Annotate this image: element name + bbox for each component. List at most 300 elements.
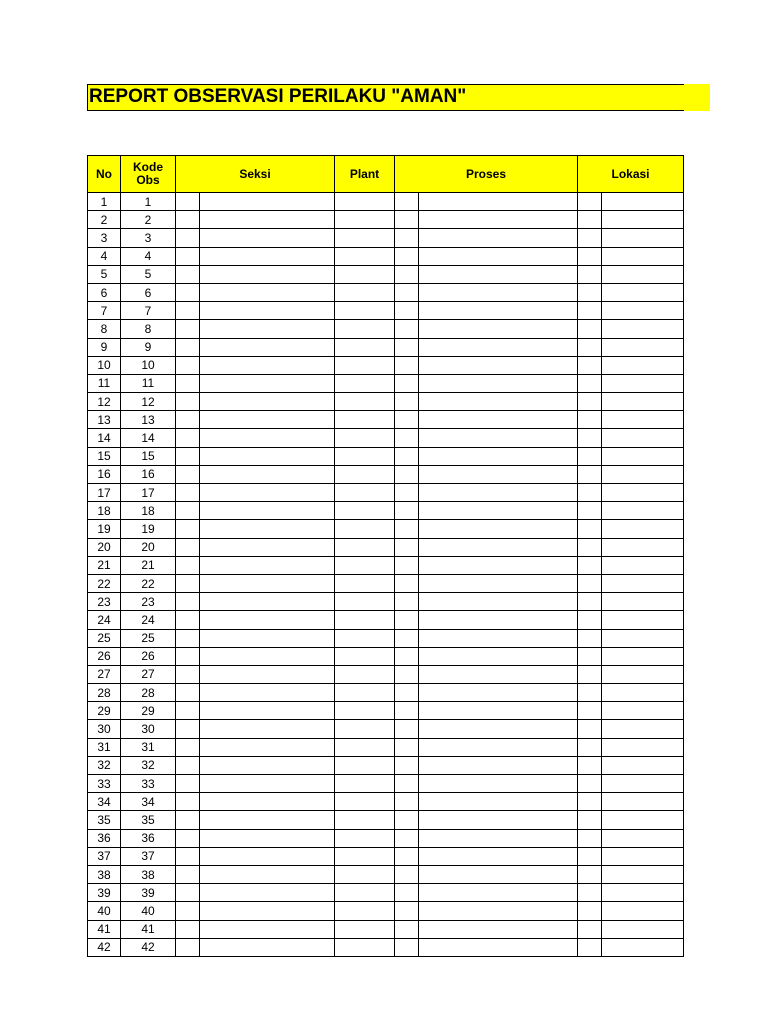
- cell-lokasi-b[interactable]: [602, 429, 684, 447]
- cell-seksi-b[interactable]: [200, 684, 335, 702]
- cell-lokasi-a[interactable]: [578, 193, 602, 211]
- cell-plant[interactable]: [335, 374, 395, 392]
- cell-proses-b[interactable]: [419, 447, 578, 465]
- cell-lokasi-a[interactable]: [578, 756, 602, 774]
- cell-proses-a[interactable]: [395, 193, 419, 211]
- cell-proses-a[interactable]: [395, 756, 419, 774]
- cell-seksi-a[interactable]: [176, 283, 200, 301]
- cell-seksi-a[interactable]: [176, 629, 200, 647]
- cell-lokasi-a[interactable]: [578, 411, 602, 429]
- cell-seksi-b[interactable]: [200, 211, 335, 229]
- cell-proses-b[interactable]: [419, 393, 578, 411]
- cell-lokasi-b[interactable]: [602, 411, 684, 429]
- cell-plant[interactable]: [335, 884, 395, 902]
- cell-seksi-a[interactable]: [176, 720, 200, 738]
- cell-plant[interactable]: [335, 611, 395, 629]
- cell-plant[interactable]: [335, 247, 395, 265]
- cell-seksi-b[interactable]: [200, 556, 335, 574]
- cell-lokasi-b[interactable]: [602, 338, 684, 356]
- cell-plant[interactable]: [335, 665, 395, 683]
- cell-seksi-b[interactable]: [200, 720, 335, 738]
- cell-lokasi-a[interactable]: [578, 720, 602, 738]
- cell-lokasi-b[interactable]: [602, 738, 684, 756]
- cell-proses-a[interactable]: [395, 702, 419, 720]
- cell-proses-b[interactable]: [419, 920, 578, 938]
- cell-lokasi-a[interactable]: [578, 793, 602, 811]
- cell-lokasi-b[interactable]: [602, 920, 684, 938]
- cell-plant[interactable]: [335, 847, 395, 865]
- cell-proses-a[interactable]: [395, 556, 419, 574]
- cell-proses-a[interactable]: [395, 411, 419, 429]
- cell-seksi-a[interactable]: [176, 756, 200, 774]
- cell-seksi-b[interactable]: [200, 884, 335, 902]
- cell-plant[interactable]: [335, 211, 395, 229]
- cell-proses-b[interactable]: [419, 811, 578, 829]
- cell-seksi-a[interactable]: [176, 538, 200, 556]
- cell-lokasi-b[interactable]: [602, 538, 684, 556]
- cell-proses-a[interactable]: [395, 574, 419, 592]
- cell-proses-b[interactable]: [419, 320, 578, 338]
- cell-proses-b[interactable]: [419, 720, 578, 738]
- cell-proses-a[interactable]: [395, 429, 419, 447]
- cell-seksi-a[interactable]: [176, 775, 200, 793]
- cell-lokasi-b[interactable]: [602, 465, 684, 483]
- cell-proses-b[interactable]: [419, 265, 578, 283]
- cell-proses-b[interactable]: [419, 484, 578, 502]
- cell-seksi-b[interactable]: [200, 338, 335, 356]
- cell-plant[interactable]: [335, 302, 395, 320]
- cell-lokasi-b[interactable]: [602, 302, 684, 320]
- cell-plant[interactable]: [335, 647, 395, 665]
- cell-lokasi-b[interactable]: [602, 884, 684, 902]
- cell-lokasi-b[interactable]: [602, 320, 684, 338]
- cell-seksi-b[interactable]: [200, 265, 335, 283]
- cell-proses-a[interactable]: [395, 447, 419, 465]
- cell-seksi-a[interactable]: [176, 411, 200, 429]
- cell-lokasi-b[interactable]: [602, 829, 684, 847]
- cell-proses-b[interactable]: [419, 847, 578, 865]
- cell-proses-b[interactable]: [419, 865, 578, 883]
- cell-plant[interactable]: [335, 702, 395, 720]
- cell-kode-obs: 37: [121, 847, 176, 865]
- cell-lokasi-a[interactable]: [578, 865, 602, 883]
- cell-seksi-a[interactable]: [176, 502, 200, 520]
- cell-seksi-b[interactable]: [200, 465, 335, 483]
- cell-lokasi-a[interactable]: [578, 429, 602, 447]
- cell-proses-a[interactable]: [395, 283, 419, 301]
- cell-lokasi-b[interactable]: [602, 229, 684, 247]
- cell-seksi-a[interactable]: [176, 265, 200, 283]
- cell-proses-b[interactable]: [419, 193, 578, 211]
- cell-seksi-a[interactable]: [176, 593, 200, 611]
- cell-seksi-a[interactable]: [176, 393, 200, 411]
- cell-plant[interactable]: [335, 556, 395, 574]
- cell-proses-b[interactable]: [419, 629, 578, 647]
- cell-plant[interactable]: [335, 738, 395, 756]
- cell-plant[interactable]: [335, 502, 395, 520]
- cell-seksi-a[interactable]: [176, 356, 200, 374]
- cell-proses-b[interactable]: [419, 593, 578, 611]
- cell-seksi-b[interactable]: [200, 574, 335, 592]
- cell-seksi-b[interactable]: [200, 393, 335, 411]
- cell-proses-b[interactable]: [419, 574, 578, 592]
- cell-proses-b[interactable]: [419, 247, 578, 265]
- cell-lokasi-b[interactable]: [602, 484, 684, 502]
- cell-proses-b[interactable]: [419, 793, 578, 811]
- cell-lokasi-b[interactable]: [602, 247, 684, 265]
- cell-lokasi-a[interactable]: [578, 829, 602, 847]
- cell-lokasi-b[interactable]: [602, 702, 684, 720]
- cell-seksi-b[interactable]: [200, 775, 335, 793]
- cell-plant[interactable]: [335, 629, 395, 647]
- table-row: [88, 702, 684, 720]
- cell-lokasi-a[interactable]: [578, 738, 602, 756]
- cell-lokasi-b[interactable]: [602, 574, 684, 592]
- cell-lokasi-a[interactable]: [578, 775, 602, 793]
- cell-lokasi-a[interactable]: [578, 902, 602, 920]
- cell-proses-a[interactable]: [395, 502, 419, 520]
- cell-proses-a[interactable]: [395, 538, 419, 556]
- cell-seksi-a[interactable]: [176, 193, 200, 211]
- cell-plant[interactable]: [335, 411, 395, 429]
- cell-lokasi-a[interactable]: [578, 847, 602, 865]
- cell-lokasi-a[interactable]: [578, 211, 602, 229]
- cell-plant[interactable]: [335, 538, 395, 556]
- cell-lokasi-b[interactable]: [602, 374, 684, 392]
- cell-proses-a[interactable]: [395, 229, 419, 247]
- cell-seksi-a[interactable]: [176, 338, 200, 356]
- cell-lokasi-a[interactable]: [578, 611, 602, 629]
- cell-seksi-b[interactable]: [200, 938, 335, 956]
- cell-plant[interactable]: [335, 320, 395, 338]
- cell-seksi-a[interactable]: [176, 447, 200, 465]
- cell-proses-a[interactable]: [395, 738, 419, 756]
- cell-plant[interactable]: [335, 756, 395, 774]
- cell-lokasi-b[interactable]: [602, 811, 684, 829]
- cell-lokasi-b[interactable]: [602, 593, 684, 611]
- cell-seksi-b[interactable]: [200, 829, 335, 847]
- cell-proses-b[interactable]: [419, 429, 578, 447]
- cell-proses-a[interactable]: [395, 902, 419, 920]
- cell-proses-a[interactable]: [395, 684, 419, 702]
- cell-proses-a[interactable]: [395, 374, 419, 392]
- cell-seksi-a[interactable]: [176, 302, 200, 320]
- cell-lokasi-a[interactable]: [578, 393, 602, 411]
- cell-proses-b[interactable]: [419, 611, 578, 629]
- cell-proses-b[interactable]: [419, 884, 578, 902]
- cell-seksi-b[interactable]: [200, 356, 335, 374]
- cell-seksi-a[interactable]: [176, 684, 200, 702]
- cell-proses-b[interactable]: [419, 502, 578, 520]
- cell-seksi-a[interactable]: [176, 429, 200, 447]
- cell-proses-a[interactable]: [395, 720, 419, 738]
- cell-proses-a[interactable]: [395, 884, 419, 902]
- cell-proses-b[interactable]: [419, 374, 578, 392]
- cell-seksi-a[interactable]: [176, 702, 200, 720]
- cell-plant[interactable]: [335, 574, 395, 592]
- cell-seksi-b[interactable]: [200, 665, 335, 683]
- cell-seksi-b[interactable]: [200, 502, 335, 520]
- cell-plant[interactable]: [335, 447, 395, 465]
- cell-seksi-b[interactable]: [200, 647, 335, 665]
- cell-plant[interactable]: [335, 793, 395, 811]
- cell-proses-a[interactable]: [395, 611, 419, 629]
- cell-plant[interactable]: [335, 720, 395, 738]
- cell-lokasi-b[interactable]: [602, 629, 684, 647]
- cell-seksi-b[interactable]: [200, 811, 335, 829]
- cell-proses-b[interactable]: [419, 938, 578, 956]
- cell-lokasi-b[interactable]: [602, 775, 684, 793]
- cell-seksi-a[interactable]: [176, 320, 200, 338]
- cell-seksi-a[interactable]: [176, 465, 200, 483]
- cell-plant[interactable]: [335, 265, 395, 283]
- cell-seksi-b[interactable]: [200, 193, 335, 211]
- cell-lokasi-a[interactable]: [578, 356, 602, 374]
- cell-proses-a[interactable]: [395, 775, 419, 793]
- cell-seksi-a[interactable]: [176, 811, 200, 829]
- cell-proses-b[interactable]: [419, 756, 578, 774]
- cell-lokasi-a[interactable]: [578, 229, 602, 247]
- cell-seksi-b[interactable]: [200, 283, 335, 301]
- cell-lokasi-a[interactable]: [578, 938, 602, 956]
- cell-seksi-b[interactable]: [200, 411, 335, 429]
- cell-lokasi-a[interactable]: [578, 556, 602, 574]
- cell-seksi-a[interactable]: [176, 520, 200, 538]
- cell-lokasi-b[interactable]: [602, 611, 684, 629]
- cell-seksi-b[interactable]: [200, 520, 335, 538]
- cell-proses-a[interactable]: [395, 247, 419, 265]
- cell-seksi-a[interactable]: [176, 920, 200, 938]
- cell-lokasi-b[interactable]: [602, 520, 684, 538]
- cell-proses-b[interactable]: [419, 647, 578, 665]
- cell-seksi-a[interactable]: [176, 847, 200, 865]
- cell-proses-a[interactable]: [395, 920, 419, 938]
- cell-plant[interactable]: [335, 775, 395, 793]
- cell-lokasi-a[interactable]: [578, 884, 602, 902]
- cell-proses-a[interactable]: [395, 811, 419, 829]
- cell-seksi-a[interactable]: [176, 374, 200, 392]
- cell-seksi-b[interactable]: [200, 538, 335, 556]
- cell-proses-b[interactable]: [419, 556, 578, 574]
- cell-seksi-a[interactable]: [176, 865, 200, 883]
- cell-lokasi-b[interactable]: [602, 447, 684, 465]
- cell-lokasi-b[interactable]: [602, 793, 684, 811]
- cell-plant[interactable]: [335, 393, 395, 411]
- cell-seksi-b[interactable]: [200, 229, 335, 247]
- cell-seksi-a[interactable]: [176, 829, 200, 847]
- cell-lokasi-b[interactable]: [602, 356, 684, 374]
- cell-proses-b[interactable]: [419, 211, 578, 229]
- table-row: [88, 865, 684, 883]
- cell-proses-b[interactable]: [419, 738, 578, 756]
- cell-plant[interactable]: [335, 283, 395, 301]
- cell-lokasi-a[interactable]: [578, 484, 602, 502]
- cell-proses-a[interactable]: [395, 829, 419, 847]
- cell-lokasi-b[interactable]: [602, 665, 684, 683]
- cell-seksi-b[interactable]: [200, 320, 335, 338]
- cell-seksi-a[interactable]: [176, 556, 200, 574]
- cell-seksi-a[interactable]: [176, 665, 200, 683]
- cell-proses-a[interactable]: [395, 265, 419, 283]
- cell-lokasi-a[interactable]: [578, 520, 602, 538]
- cell-lokasi-b[interactable]: [602, 847, 684, 865]
- cell-lokasi-b[interactable]: [602, 865, 684, 883]
- cell-seksi-a[interactable]: [176, 211, 200, 229]
- cell-plant[interactable]: [335, 465, 395, 483]
- cell-proses-a[interactable]: [395, 593, 419, 611]
- cell-lokasi-a[interactable]: [578, 283, 602, 301]
- cell-proses-a[interactable]: [395, 629, 419, 647]
- cell-seksi-b[interactable]: [200, 611, 335, 629]
- cell-lokasi-a[interactable]: [578, 684, 602, 702]
- cell-proses-a[interactable]: [395, 647, 419, 665]
- cell-plant[interactable]: [335, 229, 395, 247]
- cell-lokasi-a[interactable]: [578, 374, 602, 392]
- cell-lokasi-b[interactable]: [602, 938, 684, 956]
- cell-seksi-b[interactable]: [200, 247, 335, 265]
- cell-proses-a[interactable]: [395, 320, 419, 338]
- cell-proses-a[interactable]: [395, 847, 419, 865]
- cell-seksi-b[interactable]: [200, 756, 335, 774]
- table-row: [88, 574, 684, 592]
- cell-proses-b[interactable]: [419, 684, 578, 702]
- cell-plant[interactable]: [335, 920, 395, 938]
- cell-lokasi-a[interactable]: [578, 247, 602, 265]
- cell-lokasi-b[interactable]: [602, 684, 684, 702]
- cell-seksi-a[interactable]: [176, 247, 200, 265]
- cell-seksi-b[interactable]: [200, 793, 335, 811]
- cell-lokasi-a[interactable]: [578, 447, 602, 465]
- cell-seksi-a[interactable]: [176, 938, 200, 956]
- cell-lokasi-a[interactable]: [578, 338, 602, 356]
- cell-proses-b[interactable]: [419, 229, 578, 247]
- cell-proses-a[interactable]: [395, 665, 419, 683]
- cell-proses-b[interactable]: [419, 829, 578, 847]
- cell-plant[interactable]: [335, 484, 395, 502]
- cell-plant[interactable]: [335, 684, 395, 702]
- cell-plant[interactable]: [335, 520, 395, 538]
- cell-proses-b[interactable]: [419, 775, 578, 793]
- cell-lokasi-a[interactable]: [578, 538, 602, 556]
- cell-seksi-b[interactable]: [200, 920, 335, 938]
- cell-lokasi-b[interactable]: [602, 393, 684, 411]
- cell-seksi-a[interactable]: [176, 484, 200, 502]
- cell-lokasi-a[interactable]: [578, 629, 602, 647]
- cell-lokasi-b[interactable]: [602, 647, 684, 665]
- cell-lokasi-b[interactable]: [602, 211, 684, 229]
- cell-proses-b[interactable]: [419, 338, 578, 356]
- cell-proses-b[interactable]: [419, 538, 578, 556]
- cell-lokasi-b[interactable]: [602, 193, 684, 211]
- cell-proses-a[interactable]: [395, 338, 419, 356]
- cell-proses-a[interactable]: [395, 393, 419, 411]
- cell-proses-b[interactable]: [419, 465, 578, 483]
- cell-lokasi-a[interactable]: [578, 920, 602, 938]
- cell-proses-b[interactable]: [419, 356, 578, 374]
- cell-seksi-b[interactable]: [200, 302, 335, 320]
- cell-seksi-b[interactable]: [200, 593, 335, 611]
- cell-plant[interactable]: [335, 829, 395, 847]
- cell-plant[interactable]: [335, 356, 395, 374]
- cell-seksi-a[interactable]: [176, 229, 200, 247]
- cell-seksi-b[interactable]: [200, 738, 335, 756]
- cell-proses-b[interactable]: [419, 302, 578, 320]
- cell-seksi-b[interactable]: [200, 374, 335, 392]
- cell-seksi-b[interactable]: [200, 629, 335, 647]
- cell-proses-a[interactable]: [395, 520, 419, 538]
- cell-seksi-b[interactable]: [200, 865, 335, 883]
- cell-proses-a[interactable]: [395, 356, 419, 374]
- cell-lokasi-b[interactable]: [602, 556, 684, 574]
- cell-seksi-b[interactable]: [200, 447, 335, 465]
- cell-seksi-b[interactable]: [200, 429, 335, 447]
- cell-seksi-a[interactable]: [176, 793, 200, 811]
- cell-proses-a[interactable]: [395, 211, 419, 229]
- cell-lokasi-b[interactable]: [602, 756, 684, 774]
- cell-lokasi-a[interactable]: [578, 320, 602, 338]
- cell-no: 38: [88, 865, 121, 883]
- cell-lokasi-b[interactable]: [602, 502, 684, 520]
- cell-lokasi-a[interactable]: [578, 265, 602, 283]
- cell-plant[interactable]: [335, 193, 395, 211]
- cell-seksi-b[interactable]: [200, 484, 335, 502]
- cell-proses-a[interactable]: [395, 865, 419, 883]
- cell-proses-a[interactable]: [395, 938, 419, 956]
- cell-proses-b[interactable]: [419, 520, 578, 538]
- cell-plant[interactable]: [335, 593, 395, 611]
- cell-seksi-a[interactable]: [176, 611, 200, 629]
- cell-lokasi-a[interactable]: [578, 465, 602, 483]
- cell-seksi-b[interactable]: [200, 702, 335, 720]
- cell-proses-b[interactable]: [419, 283, 578, 301]
- cell-seksi-a[interactable]: [176, 738, 200, 756]
- cell-plant[interactable]: [335, 429, 395, 447]
- cell-lokasi-a[interactable]: [578, 665, 602, 683]
- cell-proses-b[interactable]: [419, 902, 578, 920]
- cell-proses-a[interactable]: [395, 302, 419, 320]
- cell-seksi-b[interactable]: [200, 847, 335, 865]
- cell-proses-b[interactable]: [419, 411, 578, 429]
- cell-seksi-a[interactable]: [176, 902, 200, 920]
- cell-plant[interactable]: [335, 811, 395, 829]
- cell-proses-a[interactable]: [395, 465, 419, 483]
- cell-lokasi-b[interactable]: [602, 265, 684, 283]
- cell-lokasi-a[interactable]: [578, 647, 602, 665]
- cell-lokasi-b[interactable]: [602, 283, 684, 301]
- cell-kode-obs: 23: [121, 593, 176, 611]
- cell-plant[interactable]: [335, 938, 395, 956]
- cell-proses-a[interactable]: [395, 793, 419, 811]
- cell-lokasi-b[interactable]: [602, 720, 684, 738]
- cell-seksi-a[interactable]: [176, 884, 200, 902]
- cell-lokasi-a[interactable]: [578, 302, 602, 320]
- cell-lokasi-a[interactable]: [578, 702, 602, 720]
- cell-seksi-a[interactable]: [176, 647, 200, 665]
- cell-proses-b[interactable]: [419, 665, 578, 683]
- cell-lokasi-a[interactable]: [578, 593, 602, 611]
- cell-seksi-b[interactable]: [200, 902, 335, 920]
- cell-plant[interactable]: [335, 902, 395, 920]
- cell-proses-b[interactable]: [419, 702, 578, 720]
- cell-lokasi-a[interactable]: [578, 574, 602, 592]
- cell-proses-a[interactable]: [395, 484, 419, 502]
- cell-lokasi-b[interactable]: [602, 902, 684, 920]
- cell-seksi-a[interactable]: [176, 574, 200, 592]
- cell-lokasi-a[interactable]: [578, 811, 602, 829]
- cell-plant[interactable]: [335, 865, 395, 883]
- cell-plant[interactable]: [335, 338, 395, 356]
- cell-lokasi-a[interactable]: [578, 502, 602, 520]
